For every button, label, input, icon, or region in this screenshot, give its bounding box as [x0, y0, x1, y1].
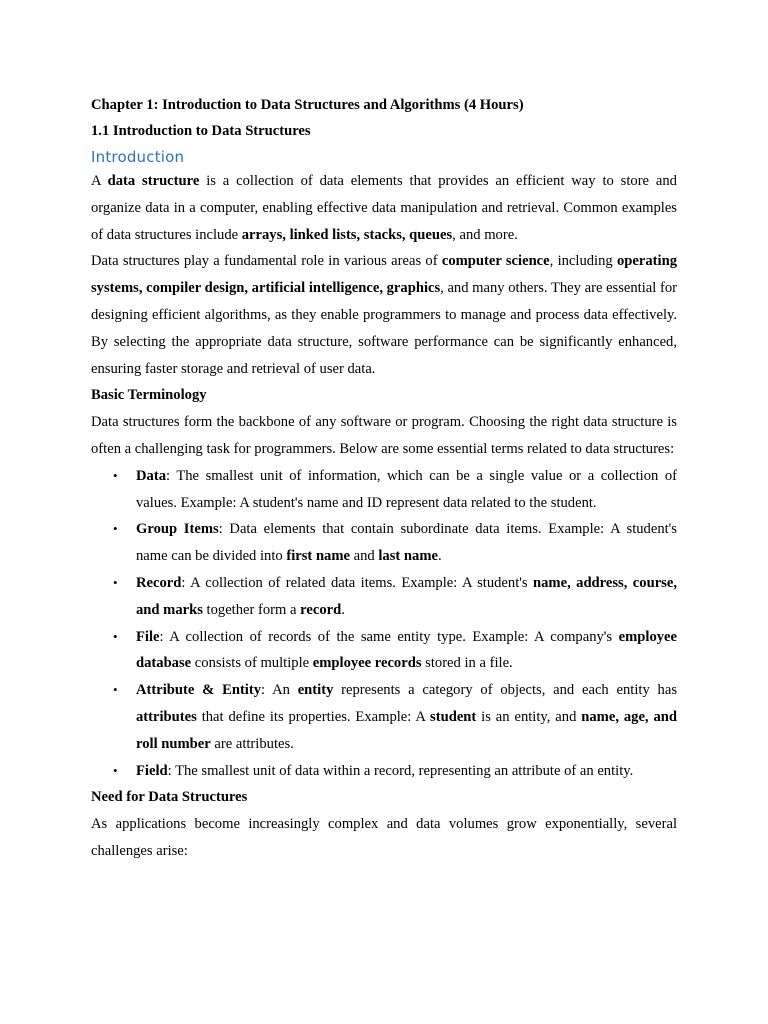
- term-label: Attribute & Entity: [136, 682, 262, 699]
- term-label: Group Items: [136, 521, 219, 538]
- bold-term: student: [430, 708, 477, 725]
- bold-term: name, age, and roll number: [136, 708, 677, 752]
- basic-terminology-intro: Data structures form the backbone of any software or program. Choosing the right data structure is often a challenging task for programmers. Below are some essential terms related to data structures:: [91, 414, 677, 457]
- text-run: : Data elements that contain subordinate data items. Example: A student's name can be divided into: [136, 521, 677, 565]
- text-run: are attributes.: [210, 735, 294, 752]
- section-title: 1.1 Introduction to Data Structures: [91, 123, 311, 139]
- text-run: consists of multiple: [191, 655, 313, 672]
- term-label: Data: [136, 467, 166, 484]
- text-run: , including: [549, 253, 617, 270]
- text-run: that define its properties. Example: A: [196, 708, 431, 725]
- text-run: stored in a file.: [421, 655, 513, 672]
- bold-term: record: [300, 601, 342, 618]
- list-item: [91, 677, 677, 757]
- text-run: : A collection of records of the same entity type. Example: A company's: [159, 628, 619, 645]
- text-run: .: [341, 601, 345, 618]
- list-item: [91, 516, 677, 570]
- bullet-icon: •: [113, 574, 118, 590]
- text-run: Data structures play a fundamental role in various areas of: [91, 253, 442, 270]
- bold-term: employee database: [136, 628, 677, 672]
- bold-term: employee records: [312, 655, 422, 672]
- bold-term: operating systems, compiler design, artificial intelligence, graphics: [91, 253, 677, 297]
- text-run: , and many others. They are essential for designing efficient algorithms, as they enable programmers to manage and process data effectively. By selecting the appropriate data structure, software performance can be significantly enhanced, ensuring faster storage and retrieval of user data.: [91, 280, 677, 377]
- list-item: [91, 758, 677, 785]
- bullet-icon: •: [113, 682, 118, 698]
- terminology-list: [91, 463, 677, 785]
- bullet-icon: •: [113, 628, 118, 644]
- bullet-icon: •: [113, 467, 118, 483]
- bold-term: arrays, linked lists, stacks, queues: [241, 226, 453, 243]
- text-run: is an entity, and: [476, 708, 582, 725]
- term-label: Field: [136, 762, 168, 779]
- introduction-heading: Introduction: [91, 148, 185, 166]
- list-item: [91, 570, 677, 624]
- text-run: , and more.: [452, 226, 518, 243]
- text-run: together form a: [202, 601, 301, 618]
- bold-term: attributes: [136, 708, 197, 725]
- introduction-paragraph-2: [91, 248, 677, 382]
- bold-term: last name: [378, 548, 438, 565]
- need-for-data-structures-intro: As applications become increasingly complex and data volumes grow exponentially, several challenges arise:: [91, 816, 677, 859]
- text-run: : A collection of related data items. Example: A student's: [181, 574, 534, 591]
- text-run: is a collection of data elements that provides an efficient way to store and organize data in a computer, enabling effective data manipulation and retrieval. Common examples of data structures include: [91, 173, 677, 243]
- need-for-data-structures-heading: Need for Data Structures: [91, 789, 248, 806]
- text-run: and: [350, 548, 379, 565]
- bold-term: first name: [286, 548, 350, 565]
- bold-term: entity: [297, 682, 334, 699]
- document-page: [91, 92, 677, 865]
- term-label: Record: [136, 574, 182, 591]
- basic-terminology-heading: Basic Terminology: [91, 387, 207, 404]
- text-run: : The smallest unit of information, which can be a single value or a collection of values. Example: A student's name and ID represent data related to the student.: [136, 467, 677, 511]
- bold-term: data structure: [107, 173, 200, 189]
- list-item: [91, 463, 677, 517]
- chapter-title: Chapter 1: Introduction to Data Structures and Algorithms (4 Hours): [91, 97, 524, 113]
- text-run: : An: [261, 682, 298, 699]
- bold-term: computer science: [441, 253, 550, 270]
- text-run: .: [437, 548, 442, 565]
- text-run: A: [91, 173, 108, 189]
- term-label: File: [136, 628, 160, 645]
- introduction-paragraph-1: [91, 168, 677, 248]
- text-run: : The smallest unit of data within a record, representing an attribute of an entity.: [167, 762, 634, 779]
- text-run: represents a category of objects, and each entity has: [333, 682, 677, 699]
- bullet-icon: •: [113, 762, 118, 778]
- list-item: [91, 624, 677, 678]
- bullet-icon: •: [113, 521, 118, 537]
- bold-term: name, address, course, and marks: [136, 574, 677, 618]
